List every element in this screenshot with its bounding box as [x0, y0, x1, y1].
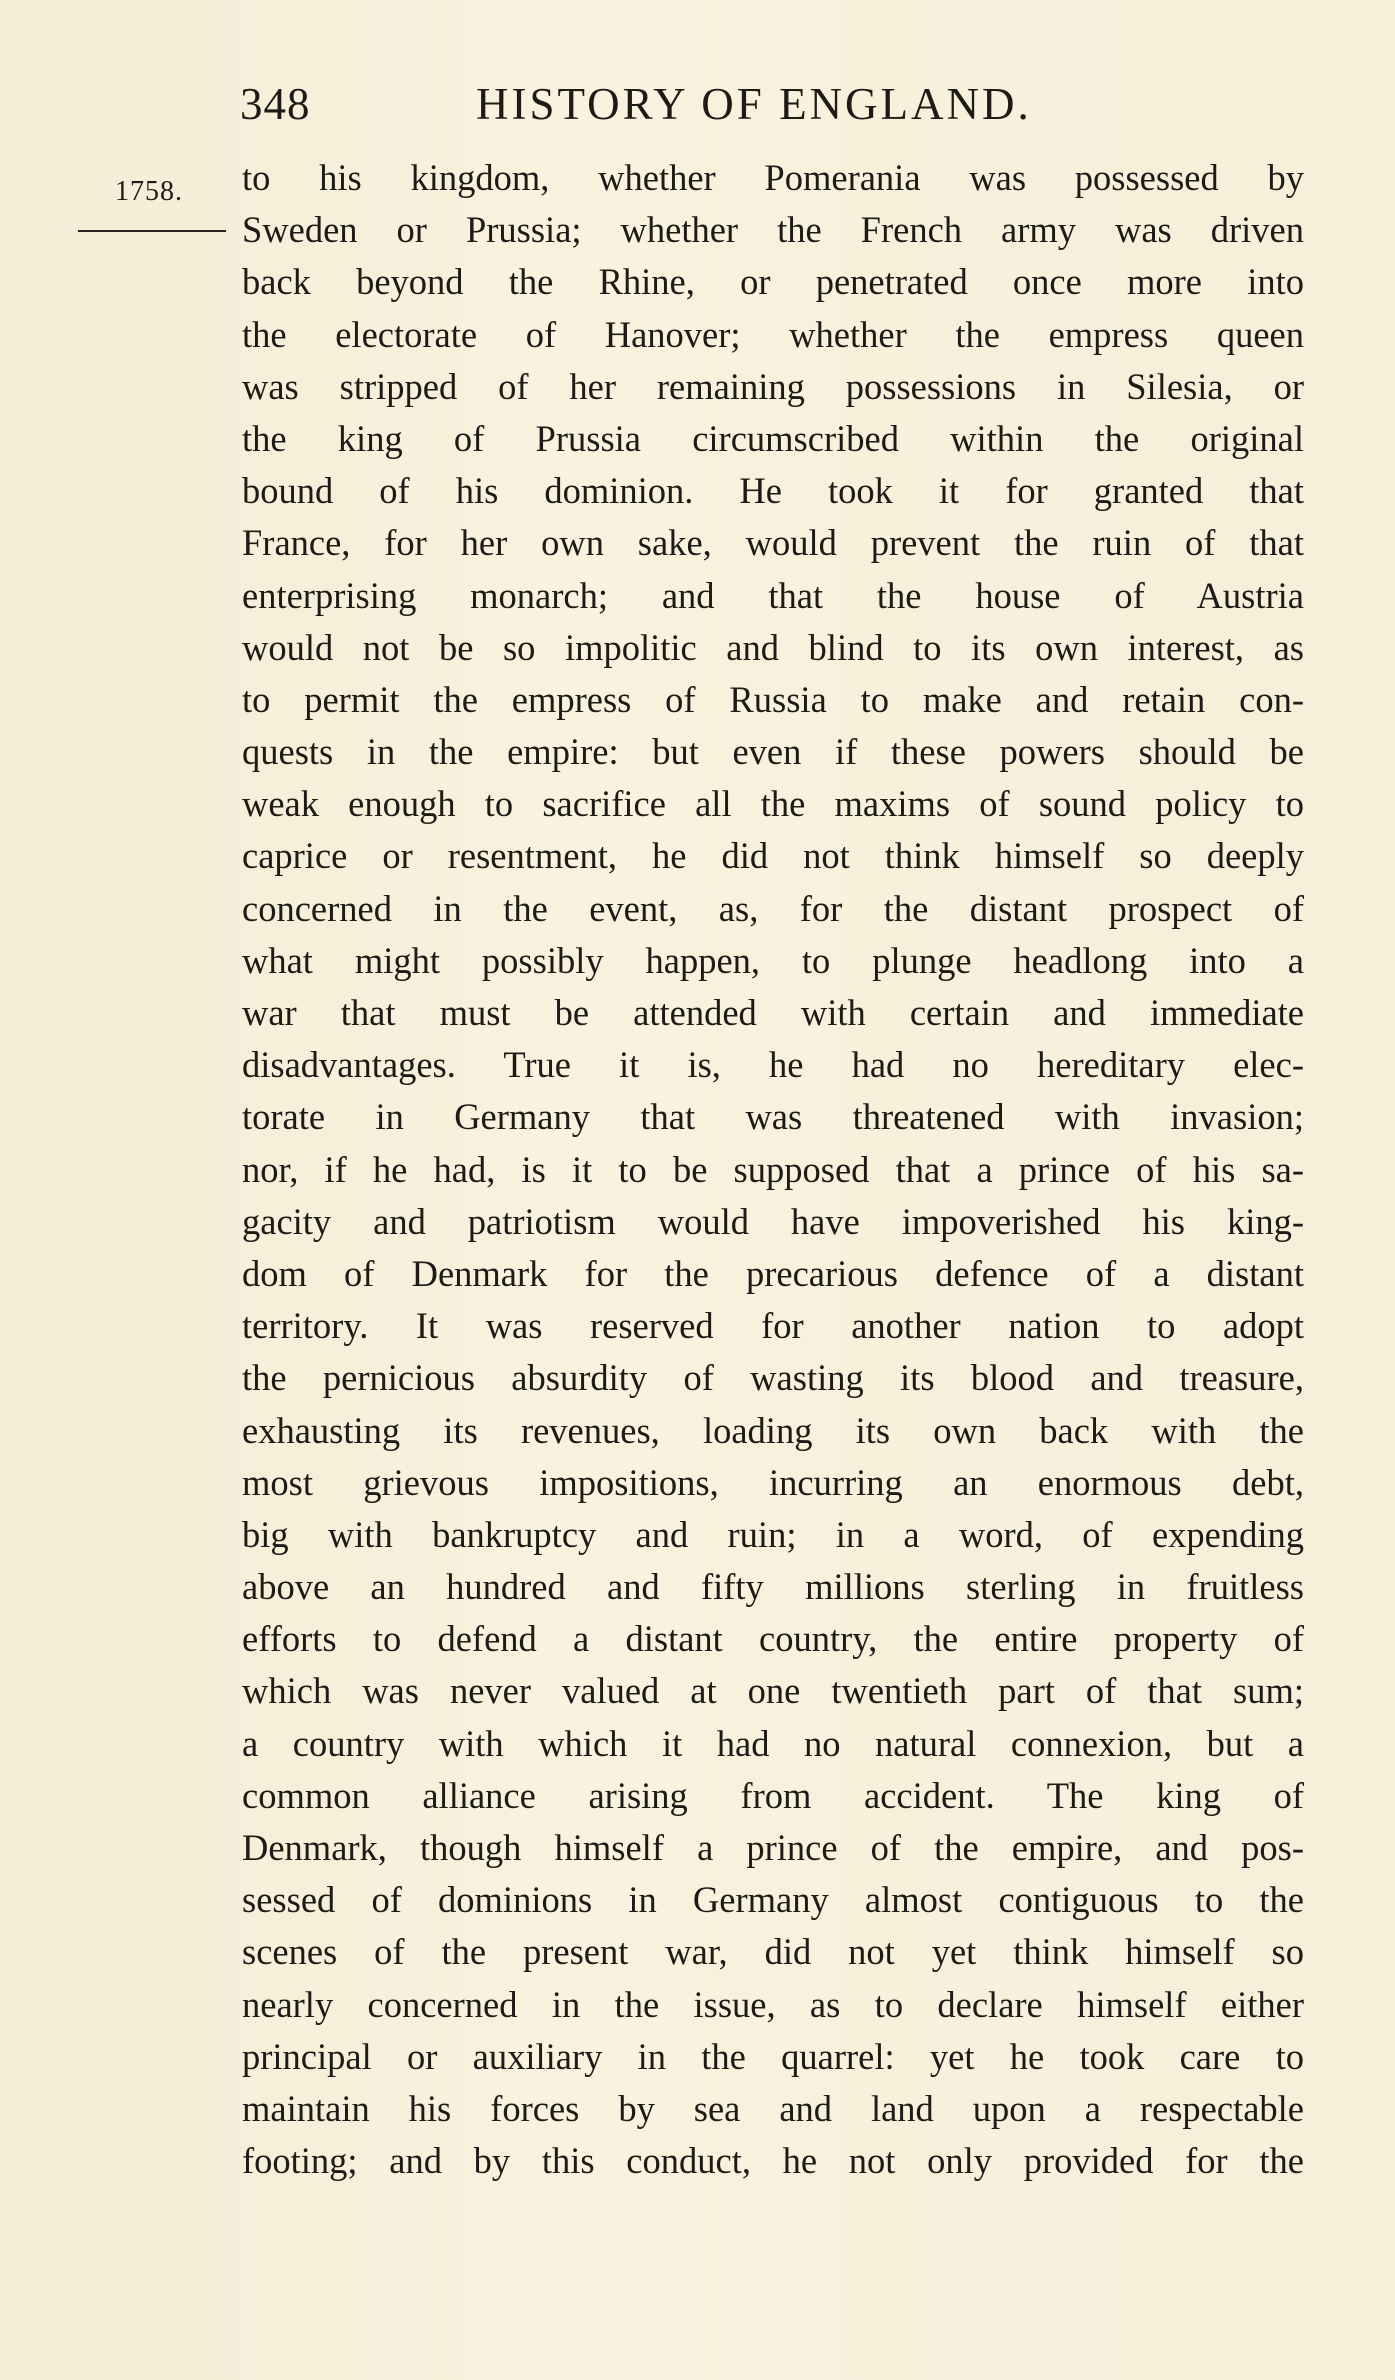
text-line: Denmark, though himself a prince of the empire, and pos-: [242, 1827, 1304, 1868]
text-line: Sweden or Prussia; whether the French army was driven: [242, 209, 1304, 251]
text-line: what might possibly happen, to plunge headlong into a: [242, 939, 1304, 981]
text-line: above an hundred and fifty millions sterling in fruitless: [242, 1566, 1304, 1608]
text-line: principal or auxiliary in the quarrel: yet he took care to: [242, 2035, 1304, 2077]
text-line: France, for her own sake, would prevent the ruin of that: [242, 522, 1304, 564]
text-line: enterprising monarch; and that the house of Austria: [242, 574, 1304, 616]
text-line: nor, if he had, is it to be supposed that a prince of his sa-: [242, 1148, 1304, 1190]
text-line: the electorate of Hanover; whether the empress queen: [242, 313, 1304, 355]
running-head: [240, 78, 1305, 138]
text-line: footing; and by this conduct, he not only provided for the: [242, 2140, 1304, 2182]
text-line: a country with which it had no natural connexion, but a: [242, 1722, 1304, 1764]
text-line: dom of Denmark for the precarious defence of a distant: [242, 1252, 1304, 1294]
text-line: quests in the empire: but even if these powers should be: [242, 731, 1304, 773]
text-line: the king of Prussia circumscribed within the original: [242, 417, 1304, 459]
body-text: [242, 152, 1304, 2187]
text-line: war that must be attended with certain and immediate: [242, 992, 1304, 1033]
text-line: to permit the empress of Russia to make and retain con-: [242, 678, 1304, 720]
text-line: would not be so impolitic and blind to its own interest, as: [242, 626, 1304, 668]
text-line: exhausting its revenues, loading its own back with the: [242, 1409, 1304, 1451]
text-line: common alliance arising from accident. The king of: [242, 1774, 1304, 1816]
text-line: was stripped of her remaining possessions in Silesia, or: [242, 365, 1304, 407]
text-line: most grievous impositions, incurring an enormous debt,: [242, 1461, 1304, 1503]
text-line: bound of his dominion. He took it for granted that: [242, 470, 1304, 512]
text-line: to his kingdom, whether Pomerania was possessed by: [242, 157, 1304, 198]
text-line: nearly concerned in the issue, as to declare himself either: [242, 1983, 1304, 2025]
text-line: scenes of the present war, did not yet think himself so: [242, 1931, 1304, 1973]
text-line: concerned in the event, as, for the distant prospect of: [242, 887, 1304, 929]
text-line: back beyond the Rhine, or penetrated once more into: [242, 261, 1304, 303]
text-line: weak enough to sacrifice all the maxims of sound policy to: [242, 783, 1304, 825]
text-line: caprice or resentment, he did not think himself so deeply: [242, 835, 1304, 877]
text-line: big with bankruptcy and ruin; in a word, of expending: [242, 1513, 1304, 1555]
page-number: 348: [240, 79, 311, 129]
running-title: HISTORY OF ENGLAND.: [476, 79, 1032, 129]
text-line: maintain his forces by sea and land upon a respectable: [242, 2087, 1304, 2129]
text-line: sessed of dominions in Germany almost contiguous to the: [242, 1879, 1304, 1921]
text-line: efforts to defend a distant country, the entire property of: [242, 1618, 1304, 1660]
text-line: the pernicious absurdity of wasting its blood and treasure,: [242, 1357, 1304, 1399]
text-line: which was never valued at one twentieth part of that sum;: [242, 1670, 1304, 1712]
text-line: territory. It was reserved for another nation to adopt: [242, 1305, 1304, 1347]
text-line: torate in Germany that was threatened with invasion;: [242, 1096, 1304, 1138]
text-line: disadvantages. True it is, he had no hereditary elec-: [242, 1044, 1304, 1086]
text-line: gacity and patriotism would have impoverished his king-: [242, 1200, 1304, 1242]
margin-year-note: 1758.: [115, 176, 183, 207]
margin-rule: [78, 230, 226, 232]
